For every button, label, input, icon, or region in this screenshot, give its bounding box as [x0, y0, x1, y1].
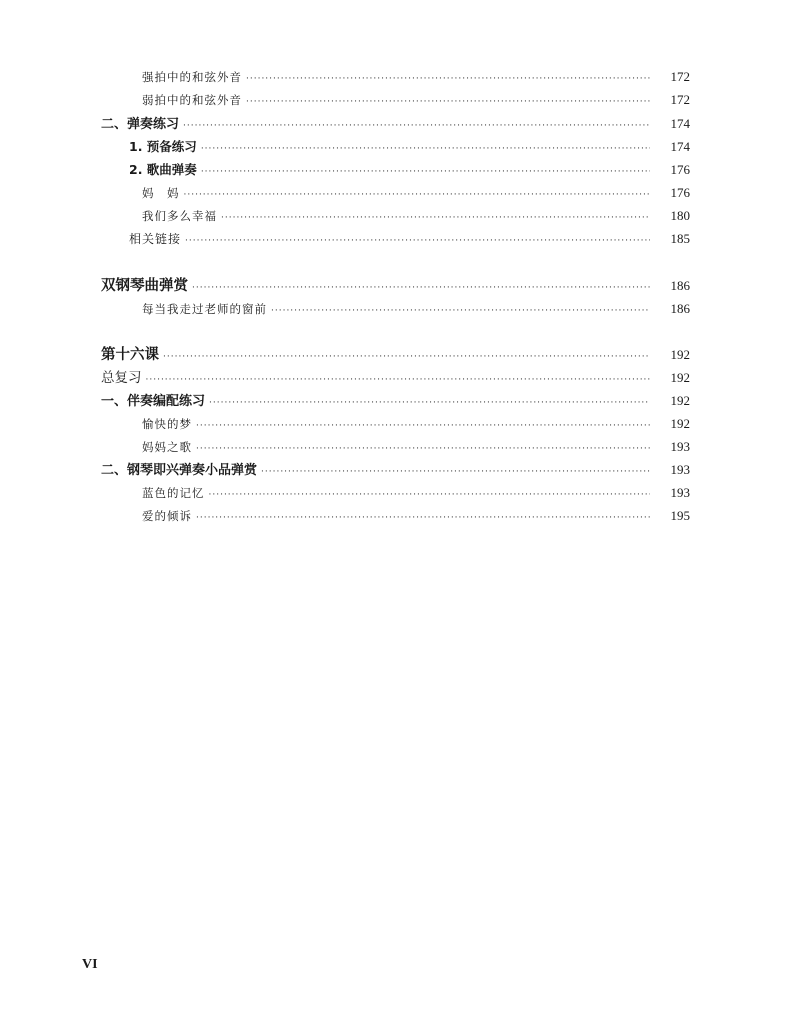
toc-entry-title: 相关链接 — [129, 232, 182, 246]
dot-leader — [192, 278, 650, 298]
dot-leader — [271, 301, 650, 321]
toc-entry[interactable] — [129, 229, 690, 249]
toc-entry-page: 192 — [670, 416, 690, 431]
page-folio: VI — [82, 957, 98, 972]
dot-leader — [196, 508, 650, 528]
toc-entry-title: 蓝色的记忆 — [142, 486, 205, 500]
toc-entry-page: 186 — [670, 278, 690, 293]
toc-entry-page: 185 — [670, 231, 690, 246]
dot-leader — [261, 462, 650, 482]
toc-entry[interactable] — [101, 276, 690, 296]
toc-entry-page: 176 — [670, 162, 690, 177]
toc-entry-page: 195 — [670, 508, 690, 523]
dot-leader — [209, 485, 651, 505]
dot-leader — [246, 92, 650, 112]
dot-leader — [146, 370, 651, 390]
dot-leader — [183, 116, 650, 136]
toc-entry-title: 妈妈之歌 — [142, 440, 192, 454]
toc-entry-title: 一、伴奏编配练习 — [101, 394, 206, 409]
toc-entry-page: 176 — [670, 185, 690, 200]
toc-entry-page: 193 — [670, 485, 690, 500]
toc-entry-page: 186 — [670, 301, 690, 316]
toc-entry-page: 193 — [670, 439, 690, 454]
toc-entry-title: 妈 妈 — [142, 186, 180, 200]
toc-entry-page: 192 — [670, 347, 690, 362]
toc-entry[interactable] — [142, 483, 690, 503]
toc-entry[interactable] — [142, 299, 690, 319]
toc-entry-title: 二、弹奏练习 — [101, 117, 180, 132]
toc-entry-page: 192 — [670, 370, 690, 385]
toc-entry-page: 193 — [670, 462, 690, 477]
dot-leader — [196, 416, 650, 436]
toc-entry-title: 每当我走过老师的窗前 — [142, 302, 267, 316]
toc-entry[interactable] — [142, 183, 690, 203]
toc-entry-page: 174 — [670, 139, 690, 154]
toc-entry[interactable] — [101, 114, 690, 134]
toc-entry-title: 我们多么幸福 — [142, 209, 217, 223]
toc-entry[interactable] — [142, 90, 690, 110]
toc-entry-title: 爱的倾诉 — [142, 509, 192, 523]
toc-entry-page: 174 — [670, 116, 690, 131]
toc-entry[interactable] — [142, 206, 690, 226]
dot-leader — [221, 208, 650, 228]
toc-entry[interactable] — [101, 460, 690, 480]
toc-entry-title: 二、钢琴即兴弹奏小品弹赏 — [101, 463, 258, 478]
toc-entry[interactable] — [142, 506, 690, 526]
toc-entry-title: 强拍中的和弦外音 — [142, 70, 242, 84]
dot-leader — [163, 347, 650, 367]
toc-entry-title: 第十六课 — [101, 347, 159, 363]
toc-entry-page: 172 — [670, 92, 690, 107]
toc-entry[interactable] — [129, 137, 690, 157]
dot-leader — [201, 139, 650, 159]
toc-entry-page: 172 — [670, 69, 690, 84]
dot-leader — [209, 393, 650, 413]
toc-entry-title: 愉快的梦 — [142, 417, 192, 431]
toc-entry[interactable] — [101, 368, 690, 388]
toc-entry-title: 2. 歌曲弹奏 — [129, 162, 197, 177]
toc-entry[interactable] — [101, 391, 690, 411]
dot-leader — [201, 162, 650, 182]
toc-entry[interactable] — [101, 345, 690, 365]
toc-entry-title: 1. 预备练习 — [129, 139, 197, 154]
toc-entry-page: 180 — [670, 208, 690, 223]
toc-entry[interactable] — [142, 67, 690, 87]
dot-leader — [184, 185, 651, 205]
dot-leader — [196, 439, 650, 459]
toc-entry-title: 总复习 — [101, 370, 142, 386]
toc-entry[interactable] — [142, 437, 690, 457]
toc-entry-page: 192 — [670, 393, 690, 408]
toc-entry-title: 弱拍中的和弦外音 — [142, 93, 242, 107]
toc-entry[interactable] — [129, 160, 690, 180]
dot-leader — [185, 231, 650, 251]
dot-leader — [246, 69, 650, 89]
toc-entry[interactable] — [142, 414, 690, 434]
toc-entry-title: 双钢琴曲弹赏 — [101, 278, 188, 294]
